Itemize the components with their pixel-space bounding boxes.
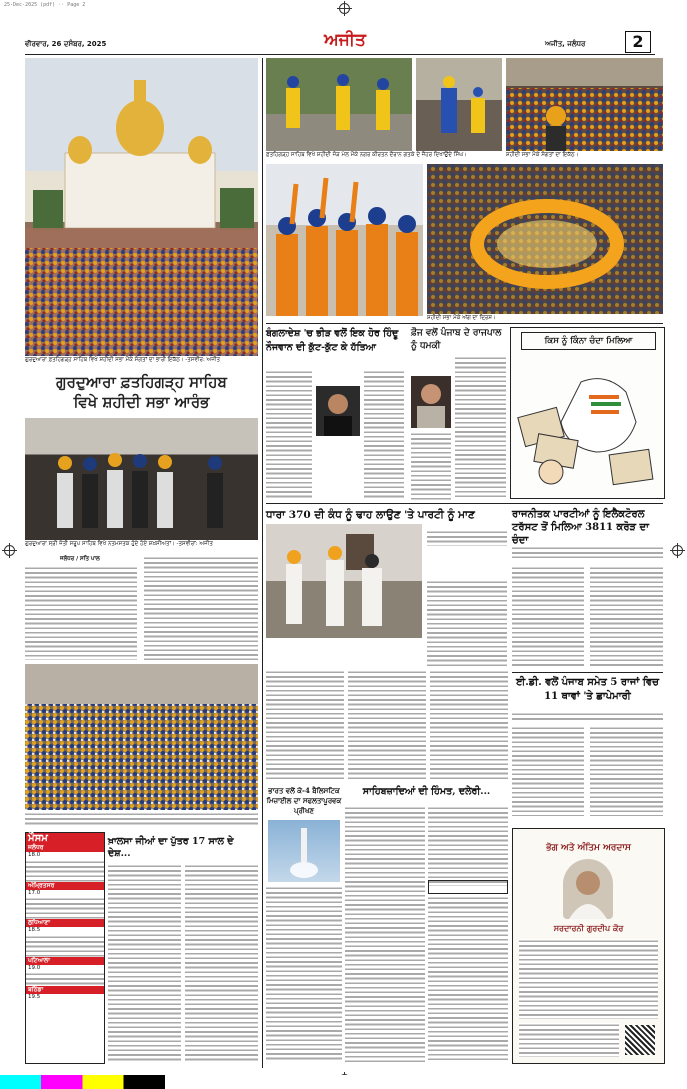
column-rule [262, 58, 263, 1068]
governor-photo [411, 376, 451, 428]
weather-value: 18.0 [28, 852, 41, 858]
print-color-bar [0, 1075, 687, 1089]
registration-mark-icon [339, 3, 350, 14]
weather-place: ਪਟਿਆਲਾ [26, 957, 104, 965]
sabha-crowd-caption: ਸ਼ਹੀਦੀ ਸਭਾ ਮੌਕੇ ਸੰਗਤਾਂ ਦਾ ਇਕੱਠ। [506, 152, 579, 158]
gatka-illustration [266, 58, 412, 151]
gurdwara-dignitaries-photo [25, 418, 258, 540]
sahibzade-headline: ਸਾਹਿਬਜ਼ਾਦਿਆਂ ਦੀ ਹਿੰਮਤ, ਦਲੇਰੀ... [362, 786, 491, 797]
weather-place: ਜਲੰਧਰ [26, 844, 104, 852]
weather-row [26, 882, 104, 898]
registration-mark-icon [4, 545, 15, 556]
weather-place: ਲੁਧਿਆਣਾ [26, 919, 104, 927]
gurdwara-headline [25, 372, 258, 412]
gurdwara-byline: ਜਲੰਧਰ / ਸਤਿ ਪਾਲ [60, 556, 100, 562]
gurdwara-article-col1 [25, 566, 137, 660]
weather-place: ਬਠਿੰਡਾ [26, 986, 104, 994]
qr-code-icon [625, 1025, 655, 1055]
gurdwara-article-col2 [144, 556, 258, 660]
weather-title: ਮੌਸਮ [26, 833, 104, 844]
bangladesh-col1 [266, 370, 312, 500]
weather-lines [26, 935, 104, 957]
section-rule [266, 503, 663, 504]
article370-col4 [430, 670, 508, 780]
masthead [25, 28, 655, 55]
portrait-illustration [316, 386, 360, 436]
weather-value: 19.0 [28, 964, 41, 971]
dignitaries-caption: ਗੁਰਦੁਆਰਾ ਸ੍ਰੀ ਜੋਤੀ ਸਰੂਪ ਸਾਹਿਬ ਵਿਖੇ ਨਤਮਸਤਕ ਹੁੰਦੇ ਹੋਏ ਸ਼ਖ਼ਸੀਅਤਾਂ। -ਤਸਵੀਰਾਂ: ਅਜੀਤ [25, 541, 213, 547]
article370-col3 [348, 670, 426, 780]
nagar-kirtan-photo-1 [266, 58, 412, 151]
gurdwara-photo [25, 58, 258, 356]
weather-value: 19.5 [28, 994, 41, 1000]
cartoon-illustration [511, 352, 664, 498]
gatka-illustration-2 [416, 58, 502, 151]
tribute-illustration [266, 524, 422, 638]
obituary-contact [519, 1023, 619, 1057]
army-col1 [455, 356, 506, 500]
fire-illustration [427, 164, 663, 314]
cartoon-title: ਕਿਸ ਨੂੰ ਕਿੰਨਾ ਚੰਦਾ ਮਿਲਿਆ [521, 332, 656, 350]
article370-col [427, 580, 507, 666]
print-slug: 25-Dec-2025 (pdf) ·· Page 2 [4, 2, 86, 8]
obituary-photo [563, 859, 613, 919]
ed-col2 [590, 726, 663, 816]
army-col2 [411, 432, 451, 500]
registration-mark-icon [672, 545, 683, 556]
missile-illustration [268, 820, 340, 882]
gurdwara-illustration [25, 58, 258, 356]
weather-lines [26, 897, 104, 919]
crowd-photo [25, 664, 258, 810]
politics-sub [512, 546, 663, 558]
article370-headline: ਧਾਰਾ 370 ਦੀ ਕੰਧ ਨੂੰ ਢਾਹ ਲਾਉਣ 'ਤੇ ਪਾਰਟੀ ਨੂੰ ਮਾਣ [266, 509, 475, 521]
article370-sub [427, 530, 507, 546]
ed-headline: ਈ.ਡੀ. ਵਲੋਂ ਪੰਜਾਬ ਸਮੇਤ 5 ਰਾਜਾਂ ਵਿਚ 11 ਥਾਵਾਂ 'ਤੇ ਛਾਪੇਮਾਰੀ [516, 677, 659, 702]
weather-lines [26, 972, 104, 986]
ed-col1 [512, 726, 584, 816]
missile-col [266, 886, 342, 1062]
khalsa-col1 [108, 864, 181, 1062]
weather-place: ਅੰਮ੍ਰਿਤਸਰ [26, 882, 104, 890]
politics-col2 [590, 566, 663, 666]
missile-photo [268, 820, 340, 882]
weather-row [26, 844, 104, 860]
sahibzade-col3 [428, 896, 508, 1062]
sahibzade-col2 [428, 806, 508, 886]
gurdwara-caption: ਗੁਰਦੁਆਰਾ ਫ਼ਤਹਿਗੜ੍ਹ ਸਾਹਿਬ ਵਿਖੇ ਸ਼ਹੀਦੀ ਸਭਾ ਮੌਕੇ ਸੰਗਤਾਂ ਦਾ ਭਾਰੀ ਇਕੱਠ। -ਤਸਵੀਰ: ਅਜੀਤ [25, 357, 221, 363]
masthead-title: ਅਜੀਤ [324, 30, 366, 50]
section-rule [266, 323, 663, 324]
nagar-kirtan-photo-2 [416, 58, 502, 151]
sabha-crowd-photo [506, 58, 663, 151]
fire-photo [427, 164, 663, 314]
gurdwara-headline-line1: ਗੁਰਦੁਆਰਾ ਫ਼ਤਹਿਗੜ੍ਹ ਸਾਹਿਬ [56, 373, 227, 391]
fire-caption: ਸ਼ਹੀਦੀ ਸਭਾ ਮੌਕੇ ਅੱਗ ਦਾ ਦ੍ਰਿਸ਼। [427, 315, 496, 321]
politics-headline: ਰਾਜਨੀਤਕ ਪਾਰਟੀਆਂ ਨੂੰ ਇਲੈਕਟੋਰਲ ਟਰੱਸਟ ਤੋਂ ਮਿਲਿਆ 3811 ਕਰੋੜ ਦਾ ਚੰਦਾ [512, 509, 650, 546]
obituary-box [512, 828, 665, 1064]
bangladesh-col2 [364, 370, 404, 500]
weather-row [26, 957, 104, 973]
article370-col2 [266, 670, 344, 780]
masthead-city: ਅਜੀਤ, ਜਲੰਧਰ [545, 40, 586, 48]
gurdwara-headline-line2: ਵਿਖੇ ਸ਼ਹੀਦੀ ਸਭਾ ਆਰੰਭ [73, 393, 210, 411]
panj-pyare-illustration [266, 164, 423, 316]
crowd-illustration [25, 664, 258, 810]
sahibzade-col1 [345, 806, 425, 1062]
bangladesh-headline: ਬੰਗਲਾਦੇਸ਼ 'ਚ ਭੀੜ ਵਲੋਂ ਇਕ ਹੋਰ ਹਿੰਦੂ ਨੌਜਵਾਨ ਦੀ ਕੁੱਟ-ਕੁੱਟ ਕੇ ਹੱਤਿਆ [266, 328, 399, 353]
weather-value: 17.0 [28, 889, 41, 896]
obituary-text [519, 939, 658, 1019]
page-number: 2 [625, 31, 651, 53]
cartoon-box [510, 327, 665, 499]
weather-value: 18.5 [28, 927, 41, 933]
khalsa-headline: ਖ਼ਾਲਸਾ ਜੀਆਂ ਦਾ ਪੁੱਤਰ 17 ਸਾਲ ਦੇ ਦੇਸ਼... [108, 836, 234, 859]
politics-col1 [512, 566, 584, 666]
dignitaries-illustration [25, 418, 258, 540]
obituary-title: ਭੋਗ ਅਤੇ ਅੰਤਿਮ ਅਰਦਾਸ [546, 843, 631, 853]
gatka-caption: ਫ਼ਤਹਿਗੜ੍ਹ ਸਾਹਿਬ ਵਿਖੇ ਸ਼ਹੀਦੀ ਜੋੜ ਮੇਲ ਮੌਕੇ ਨਗਰ ਕੀਰਤਨ ਦੌਰਾਨ ਗਤਕੇ ਦੇ ਜੌਹਰ ਦਿਖਾਉਂਦੇ ਸਿੰਘ। [266, 152, 467, 158]
ed-sub [512, 712, 663, 722]
governor-portrait [411, 376, 451, 428]
obituary-portrait [563, 859, 613, 919]
sahibzade-callout [428, 880, 508, 894]
weather-row [26, 986, 104, 1002]
crowd-illustration-3 [506, 58, 663, 151]
article370-photo [266, 524, 422, 638]
masthead-date: ਵੀਰਵਾਰ, 26 ਦਸੰਬਰ, 2025 [25, 40, 107, 48]
missile-headline: ਭਾਰਤ ਵਲੋਂ ਕੇ-4 ਬੈਲਿਸਟਿਕ ਮਿਜ਼ਾਈਲ ਦਾ ਸਫਲਤਾਪੂਰਵਕ ਪ੍ਰੀਖਣ [266, 786, 342, 815]
weather-row [26, 919, 104, 935]
section-rule [512, 672, 663, 673]
obituary-name: ਸਰਦਾਰਨੀ ਗੁਰਦੀਪ ਕੌਰ [553, 923, 624, 933]
panj-pyare-photo [266, 164, 423, 316]
army-headline: ਫ਼ੌਜ ਵਲੋਂ ਪੰਜਾਬ ਦੇ ਰਾਜਪਾਲ ਨੂੰ ਧਮਕੀ [411, 328, 502, 351]
weather-box [25, 832, 105, 1064]
khalsa-col2 [185, 864, 258, 1062]
bangladesh-victim-photo [316, 386, 360, 436]
crowd-caption-lines [25, 812, 258, 826]
weather-lines [26, 860, 104, 882]
